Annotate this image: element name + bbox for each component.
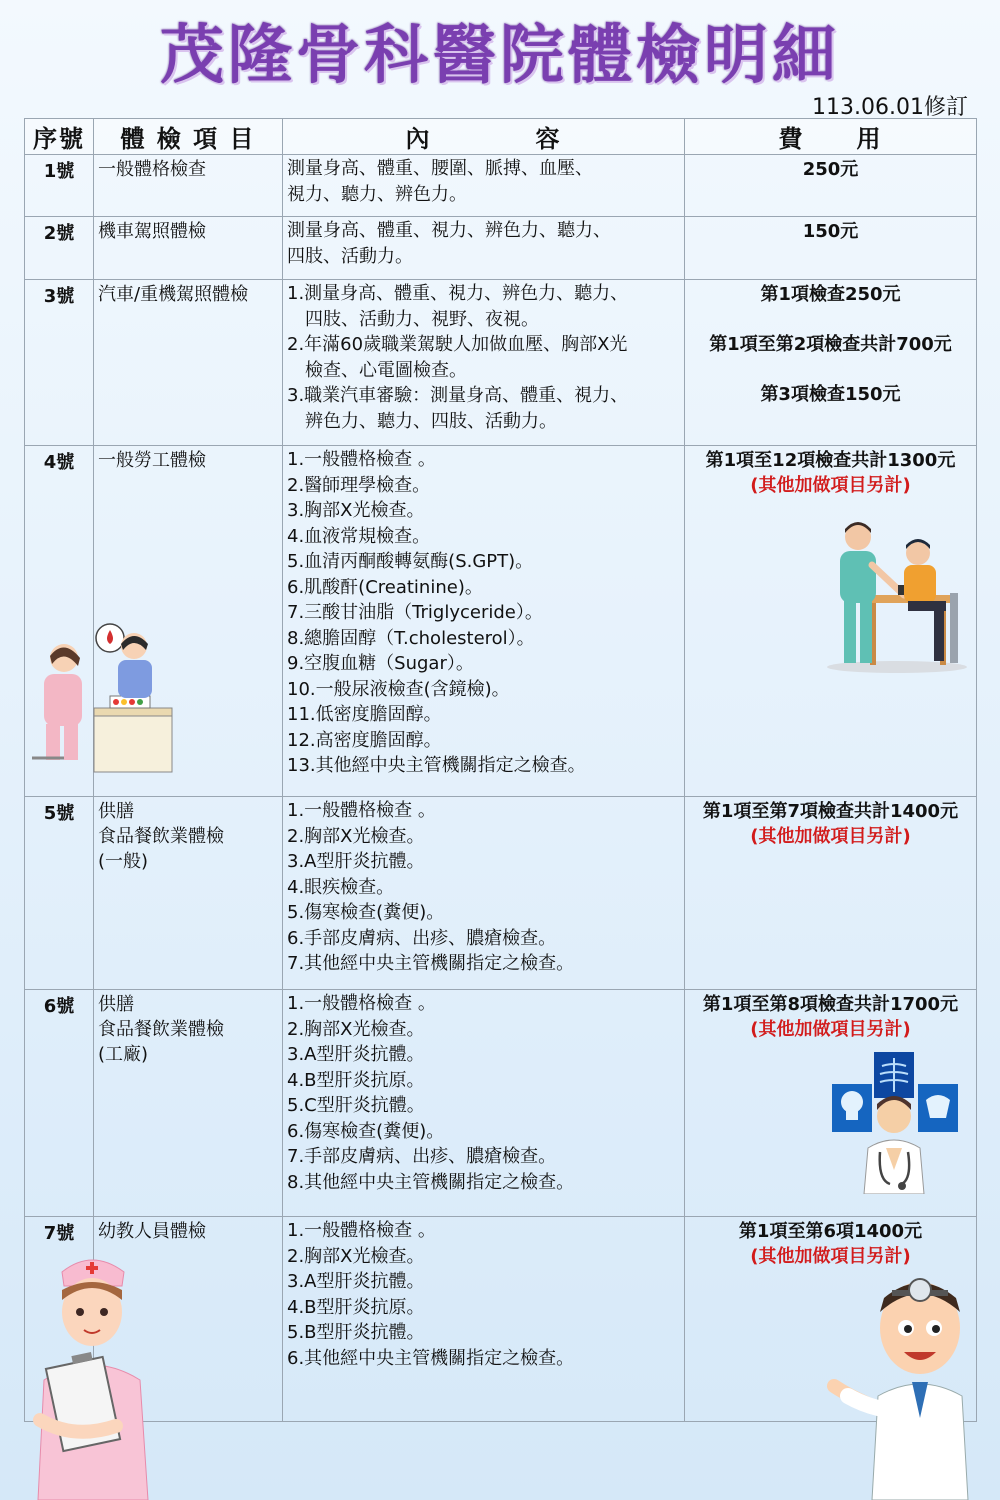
fee-line: 第1項檢查250元 bbox=[760, 284, 901, 305]
content-line: 3.職業汽車審驗：測量身高、體重、視力、 bbox=[287, 385, 629, 406]
header-content: 內 容 bbox=[283, 119, 685, 155]
content-line: 1.一般體格檢查 。 bbox=[287, 993, 436, 1014]
content-line: 檢查、心電圖檢查。 bbox=[305, 359, 467, 381]
checkup-item bbox=[94, 797, 283, 990]
fee-note: (其他加做項目另計) bbox=[750, 826, 911, 847]
nurse-drawing-blood-illustration bbox=[24, 618, 176, 774]
checkup-item bbox=[94, 217, 283, 280]
content-line: 13.其他經中央主管機關指定之檢查。 bbox=[287, 755, 586, 776]
checkup-content bbox=[283, 797, 685, 990]
fee-line: 第1項至12項檢查共計1300元 bbox=[705, 450, 956, 471]
checkup-item-line: 幼教人員體檢 bbox=[98, 1221, 206, 1242]
content-line: 11.低密度膽固醇。 bbox=[287, 704, 442, 725]
page-title: 茂隆骨科醫院體檢明細 bbox=[160, 19, 840, 93]
content-line: 辨色力、聽力、四肢、活動力。 bbox=[305, 410, 557, 432]
content-line: 4.眼疾檢查。 bbox=[287, 876, 395, 898]
content-line: 4.B型肝炎抗原。 bbox=[287, 1296, 425, 1318]
content-line: 2.胸部X光檢查。 bbox=[287, 1245, 425, 1267]
row-number: 7號 bbox=[25, 1217, 94, 1422]
content-line: 4.血液常規檢查。 bbox=[287, 525, 431, 547]
checkup-fee bbox=[685, 797, 977, 990]
content-line: 1.測量身高、體重、視力、辨色力、聽力、 bbox=[287, 283, 629, 304]
checkup-item-line: (工廠) bbox=[98, 1044, 149, 1065]
content-line: 9.空腹血糖（Sugar）。 bbox=[287, 653, 474, 674]
checkup-item-line: 一般勞工體檢 bbox=[98, 450, 206, 471]
fee-line: 第3項檢查150元 bbox=[760, 384, 901, 405]
fee-line: 第1項至第2項檢查共計700元 bbox=[709, 334, 952, 355]
row-number: 6號 bbox=[25, 990, 94, 1217]
checkup-fee bbox=[685, 280, 977, 446]
checkup-item bbox=[94, 280, 283, 446]
table-row bbox=[25, 797, 977, 990]
content-line: 6.肌酸酐(Creatinine)。 bbox=[287, 576, 483, 598]
table-row bbox=[25, 155, 977, 217]
checkup-content bbox=[283, 446, 685, 797]
content-line: 7.手部皮膚病、出疹、膿瘡檢查。 bbox=[287, 1146, 557, 1167]
content-line: 1.一般體格檢查 。 bbox=[287, 1220, 436, 1241]
content-line: 視力、聽力、辨色力。 bbox=[287, 183, 467, 205]
header-fee: 費 用 bbox=[685, 119, 977, 155]
content-line: 測量身高、體重、腰圍、脈搏、血壓、 bbox=[287, 158, 593, 179]
content-line: 5.B型肝炎抗體。 bbox=[287, 1322, 425, 1343]
content-line: 12.高密度膽固醇。 bbox=[287, 729, 442, 751]
content-line: 3.A型肝炎抗體。 bbox=[287, 851, 425, 872]
row-number: 2號 bbox=[25, 217, 94, 280]
checkup-item bbox=[94, 990, 283, 1217]
fee-line: 150元 bbox=[802, 221, 859, 242]
header-no: 序號 bbox=[25, 119, 94, 155]
fee-note: (其他加做項目另計) bbox=[750, 1246, 911, 1267]
fee-note: (其他加做項目另計) bbox=[750, 1019, 911, 1040]
content-line: 3.A型肝炎抗體。 bbox=[287, 1271, 425, 1292]
content-line: 6.傷寒檢查(糞便)。 bbox=[287, 1120, 445, 1142]
fee-note: (其他加做項目另計) bbox=[750, 475, 911, 496]
content-line: 6.其他經中央主管機關指定之檢查。 bbox=[287, 1347, 575, 1369]
revision-date: 113.06.01修訂 bbox=[812, 95, 968, 120]
content-line: 四肢、活動力、視野、夜視。 bbox=[305, 308, 539, 330]
checkup-item-line: 機車駕照體檢 bbox=[98, 221, 206, 242]
content-line: 5.傷寒檢查(糞便)。 bbox=[287, 902, 445, 923]
row-number: 4號 bbox=[25, 446, 94, 797]
doctor-patient-blood-pressure-illustration bbox=[822, 515, 968, 675]
fee-line: 第1項至第7項檢查共計1400元 bbox=[702, 801, 959, 822]
table-header-row bbox=[25, 119, 977, 155]
doctor-presenting-illustration bbox=[826, 1268, 974, 1500]
content-line: 7.其他經中央主管機關指定之檢查。 bbox=[287, 953, 575, 974]
checkup-item-line: 一般體格檢查 bbox=[98, 159, 206, 180]
row-number: 1號 bbox=[25, 155, 94, 217]
content-line: 2.年滿60歲職業駕駛人加做血壓、胸部X光 bbox=[287, 334, 628, 355]
content-line: 6.手部皮膚病、出疹、膿瘡檢查。 bbox=[287, 927, 557, 949]
checkup-content bbox=[283, 1217, 685, 1422]
content-line: 2.醫師理學檢查。 bbox=[287, 474, 431, 496]
content-line: 四肢、活動力。 bbox=[287, 245, 413, 267]
xray-doctor-illustration bbox=[828, 1052, 960, 1194]
content-line: 8.其他經中央主管機關指定之檢查。 bbox=[287, 1171, 575, 1193]
checkup-item-line: 供膳 bbox=[98, 801, 134, 822]
fee-line: 250元 bbox=[802, 159, 859, 180]
checkup-content bbox=[283, 155, 685, 217]
table-row bbox=[25, 280, 977, 446]
nurse-clipboard-illustration bbox=[24, 1250, 160, 1500]
content-line: 3.胸部X光檢查。 bbox=[287, 500, 425, 521]
content-line: 5.C型肝炎抗體。 bbox=[287, 1095, 425, 1116]
content-line: 2.胸部X光檢查。 bbox=[287, 825, 425, 847]
fee-spacer bbox=[685, 357, 976, 382]
table-row bbox=[25, 217, 977, 280]
content-line: 10.一般尿液檢查(含鏡檢)。 bbox=[287, 678, 510, 700]
content-line: 7.三酸甘油脂（Triglyceride）。 bbox=[287, 602, 543, 623]
checkup-item-line: (一般) bbox=[98, 851, 149, 872]
checkup-content bbox=[283, 280, 685, 446]
fee-spacer bbox=[685, 307, 976, 332]
content-line: 4.B型肝炎抗原。 bbox=[287, 1069, 425, 1091]
row-number: 3號 bbox=[25, 280, 94, 446]
content-line: 8.總膽固醇（T.cholesterol）。 bbox=[287, 627, 535, 649]
content-line: 1.一般體格檢查 。 bbox=[287, 449, 436, 470]
content-line: 1.一般體格檢查 。 bbox=[287, 800, 436, 821]
checkup-item-line: 汽車/重機駕照體檢 bbox=[98, 284, 249, 305]
checkup-item-line: 供膳 bbox=[98, 994, 134, 1015]
fee-line: 第1項至第6項1400元 bbox=[738, 1221, 923, 1242]
checkup-item-line: 食品餐飲業體檢 bbox=[98, 1019, 224, 1040]
content-line: 2.胸部X光檢查。 bbox=[287, 1018, 425, 1040]
row-number: 5號 bbox=[25, 797, 94, 990]
checkup-content bbox=[283, 990, 685, 1217]
checkup-item-line: 食品餐飲業體檢 bbox=[98, 826, 224, 847]
fee-line: 第1項至第8項檢查共計1700元 bbox=[702, 994, 959, 1015]
content-line: 測量身高、體重、視力、辨色力、聽力、 bbox=[287, 220, 611, 241]
content-line: 3.A型肝炎抗體。 bbox=[287, 1044, 425, 1065]
checkup-content bbox=[283, 217, 685, 280]
content-line: 5.血清丙酮酸轉氨酶(S.GPT)。 bbox=[287, 551, 534, 572]
header-item: 體 檢 項 目 bbox=[94, 119, 283, 155]
checkup-fee bbox=[685, 155, 977, 217]
checkup-item bbox=[94, 155, 283, 217]
checkup-fee bbox=[685, 217, 977, 280]
